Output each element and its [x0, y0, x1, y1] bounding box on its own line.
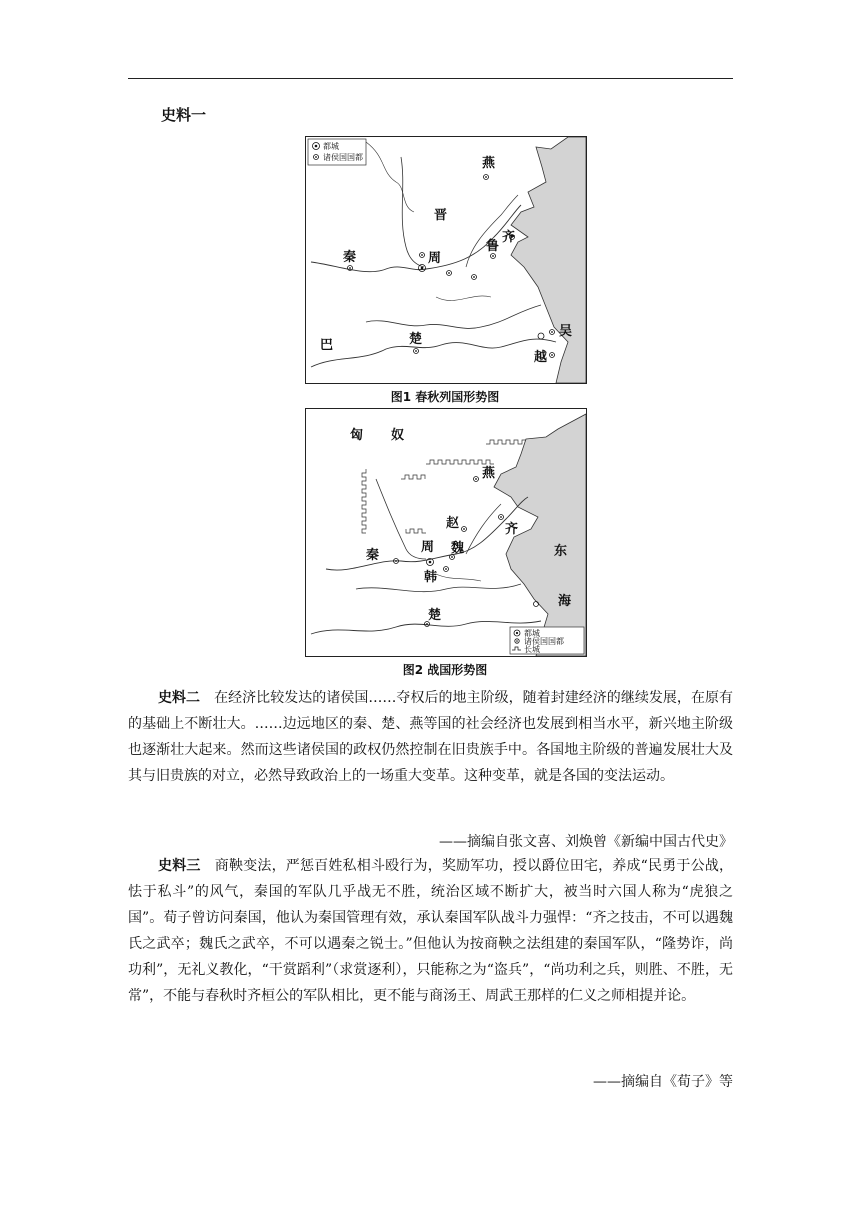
- label-xiongnu-1: 匈: [350, 428, 364, 443]
- section1-label: 史料一: [161, 106, 207, 124]
- river-2: [436, 296, 491, 301]
- label-chu: 楚: [428, 608, 442, 623]
- great-wall-loop: [401, 475, 426, 533]
- han-river: [356, 584, 521, 592]
- section3-text: 商鞅变法，严惩百姓私相斗殴行为，奖励军功，授以爵位田宅，养成“民勇于公战，怯于私斗”的风气，秦国的军队几乎战无不胜，统治区域不断扩大，被当时六国人称为“虎狼之国”。荀子曾访问秦国，他认为秦国管理有效，承认秦国军队战斗力强悍：“齐之技击，不可以遇魏氏之武卒；魏氏之武卒，不可以遇秦之锐士。”但他认为按商鞅之法组建的秦国军队，“隆势诈，尚功利”，无礼义教化，“干赏蹈利”（求赏逐利），只能称之为“盗兵”，“尚功利之兵，则胜、不胜，无常”，不能与春秋时齐桓公的军队相比，更不能与商汤王、周武王那样的仁义之师相提并论。: [128, 858, 734, 1004]
- map2-caption: 图2 战国形势图: [402, 663, 488, 677]
- map1-caption: 图1 春秋列国形势图: [390, 390, 500, 404]
- spring-autumn-map-graphic: [306, 137, 586, 383]
- section2-text: 在经济比较发达的诸侯国……夺权后的地主阶级，随着封建经济的继续发展，在原有的基础上不断壮大。……边远地区的秦、楚、燕等国的社会经济也发展到相当水平，新兴地主阶级也逐渐壮大起来。然而这些诸侯国的政权仍然控制在旧贵族手中。各国地主阶级的普遍发展壮大及其与旧贵族的对立，必然导致政治上的一场重大变革。这种变革，就是各国的变法运动。: [128, 690, 734, 784]
- section3-label: 史料三: [158, 858, 201, 874]
- label-han: 韩: [424, 570, 438, 585]
- legend-capital-text: 都城: [323, 142, 339, 151]
- river-3: [436, 574, 481, 581]
- sea-area: [511, 137, 586, 383]
- label-jin: 晋: [434, 208, 448, 223]
- section2-source: ——摘编自张文喜、刘焕曾《新编中国古代史》: [439, 834, 733, 850]
- great-wall-north: [426, 460, 494, 464]
- label-dong: 东: [554, 544, 568, 559]
- northern-border: [366, 142, 414, 212]
- section3-paragraph: [128, 853, 733, 1009]
- legend-capital-text: 都城: [524, 629, 540, 638]
- legend-vassal-text: 诸侯国国都: [323, 153, 363, 162]
- label-yan: 燕: [482, 466, 496, 481]
- label-zhou: 周: [421, 540, 435, 555]
- legend-vassal-text: 诸侯国国都: [524, 637, 564, 646]
- label-yue: 越: [534, 350, 548, 365]
- upper-river: [376, 479, 426, 559]
- spring-autumn-map: [305, 136, 587, 384]
- yangtze-river: [311, 339, 556, 367]
- legend-wall-text: 长城: [524, 645, 540, 654]
- great-wall-northeast: [486, 440, 526, 444]
- warring-states-map-graphic: [306, 409, 586, 656]
- label-qin: 秦: [366, 548, 380, 563]
- label-zhao: 赵: [446, 516, 460, 531]
- label-wei: 魏: [451, 541, 465, 556]
- label-chu: 楚: [409, 332, 423, 347]
- label-qi: 齐: [505, 522, 519, 537]
- label-wu: 吴: [559, 324, 573, 339]
- warring-states-map: [305, 408, 587, 657]
- upper-river: [401, 157, 424, 267]
- header-rule: [128, 78, 733, 79]
- section2-label: 史料二: [158, 690, 201, 706]
- label-lu: 鲁: [486, 239, 500, 254]
- label-hai: 海: [558, 594, 572, 609]
- label-zhou: 周: [428, 251, 442, 266]
- label-qi: 齐: [502, 230, 516, 245]
- label-xiongnu-2: 奴: [391, 428, 405, 443]
- label-ba: 巴: [320, 338, 334, 353]
- yellow-river: [326, 497, 528, 570]
- yangtze-river: [311, 621, 541, 634]
- great-wall-west: [362, 469, 366, 533]
- label-qin: 秦: [343, 250, 357, 265]
- section2-paragraph: [128, 685, 733, 789]
- han-river: [366, 305, 541, 328]
- section3-source: ——摘编自《荀子》等: [593, 1074, 733, 1090]
- label-yan: 燕: [482, 156, 496, 171]
